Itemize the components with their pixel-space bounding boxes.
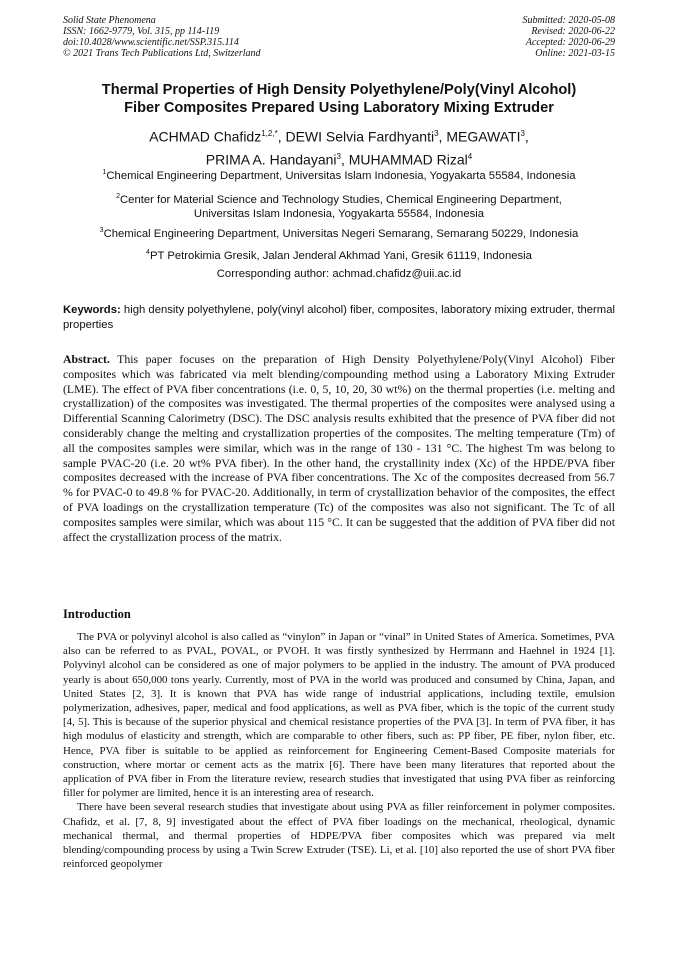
- author-4-affil: 3: [336, 151, 341, 161]
- journal-info: [63, 15, 261, 59]
- introduction-body: [63, 630, 615, 871]
- affiliation-4: $^4$PT Petrokimia Gresik, Jalan Jenderal Akhmad Yani, Gresik 61119, Indonesia: [146, 249, 532, 262]
- keywords-label: Keywords:: [63, 304, 121, 316]
- affiliation-2: $^2$Center for Material Science and Technology Studies, Chemical Engineering Department, Universitas Islam Indonesia, Yogyakarta 55584, Indonesia: [116, 193, 562, 221]
- author-3: MEGAWATI: [446, 128, 521, 145]
- keywords-text: high density polyethylene, poly(vinyl alcohol) fiber, composites, laboratory mixing extruder, thermal properties: [63, 304, 616, 331]
- title-line-1: Thermal Properties of High Density Polyethylene/Poly(Vinyl Alcohol): [101, 82, 577, 98]
- abstract-text: This paper focuses on the preparation of High Density Polyethylene/Poly(Vinyl Alcohol) Fiber composites which was fabricated via melt blending/compounding method using a Laboratory Mixing Extruder (LME). The effect of PVA fiber concentrations (i.e. 0, 5, 10, 20, 30 wt%) on the thermal properties (i.e. melting and crystallization) of the composites was investigated. The thermal properties of the composites were analysed using a Differential Scanning Calorimetry (DSC). The DSC analysis results exhibited that the presence of PVA fiber did not considerably change the melting and crystallization properties of the composites. The melting temperature (Tm) of all the composites samples were similar, which was in the range of 130 - 131 °C. The highest Tm was belong to sample PVAC-20 (i.e. 20 wt% PVA fiber). In the other hand, the crystallinity index (Xc) of the HPDE/PVA fiber composites decreased with the increase of PVA fiber concentrations. The Xc of the composites decreased from 56.7 % for PVAC-0 to 49.8 % for PVAC-20. Additionally, in term of crystallization behavior of the composites, the effect of PVA loadings on the crystallization temperature (Tc) of the composites was also not significant. The Tc of all composites samples were similar, which was about 115 °C. It can be suggested that the addition of PVA fiber did not affect the crystallization process of the matrix.: [63, 352, 615, 544]
- corresponding-author: Corresponding author: achmad.chafidz@uii.ac.id: [216, 268, 462, 280]
- title-line-2: Fiber Composites Prepared Using Laboratory Mixing Extruder: [124, 100, 554, 116]
- journal-name: Solid State Phenomena: [63, 15, 156, 26]
- author-3-affil: 3: [520, 129, 525, 138]
- introduction-heading: Introduction: [63, 607, 131, 621]
- author-1: ACHMAD Chafidz: [149, 128, 262, 145]
- paragraph: The PVA or polyvinyl alcohol is also called as “vinylon” in Japan or “vinal” in United States of America. Sometimes, PVA also can be referred to as PVAL, POVAL, or PVOH. It was firstly synthesized by Herrmann and Haehnel in 1924 [1]. Polyvinyl alcohol can be considered as one of major polymers to be applied in the industry. The amount of PVA produced yearly is about 650,000 tons yearly. Currently, most of PVA in the world was produced and consumed by China, Japan, and United States [2, 3]. It is known that PVA has wide range of industrial applications, including textile, emulsion polymerization, adhesives, paper, medical and food applications, as well as PVA fiber, which is the topic of the current study [4, 5]. This is because of the superior physical and chemical resistance properties of the PVA [3]. In term of PVA fiber, it has high modulus of elasticity and strength, which are comparable to other fibers, such as: PP fiber, PE fiber, nylon fiber, etc. Hence, PVA fiber is suitable to be applied as reinforcement for Engineering Cement-Based Composite materials for construction, where mortar or cement acts as the matrix [6]. There have been many literatures that reported about the application of PVA fiber in From the literature review, research studies that investigated that using PVA fiber as reinforcing filler for polymer are limited, hence it is an interesting area of research.: [63, 631, 615, 800]
- abstract: [63, 352, 615, 544]
- journal-issn: ISSN: 1662-9779, Vol. 315, pp 114-119: [63, 26, 220, 37]
- abstract-label: Abstract.: [63, 352, 110, 366]
- date-accepted: Accepted: 2020-06-29: [525, 37, 615, 48]
- date-revised: Revised: 2020-06-22: [531, 26, 615, 37]
- affiliation-3: $^3$Chemical Engineering Department, Universitas Negeri Semarang, Semarang 50229, Indonesia: [99, 227, 579, 240]
- submission-dates: [523, 15, 616, 59]
- paper-title: [63, 81, 615, 117]
- journal-doi: doi:10.4028/www.scientific.net/SSP.315.114: [63, 37, 239, 48]
- author-5: MUHAMMAD Rizal: [348, 151, 468, 168]
- keywords: [63, 303, 615, 332]
- author-2: DEWI Selvia Fardhyanti: [285, 128, 435, 145]
- journal-copyright: © 2021 Trans Tech Publications Ltd, Switzerland: [63, 48, 261, 59]
- author-list: ACHMAD Chafidz$^{1,2,*}$, DEWI Selvia Fardhyanti$^3$, MEGAWATI$^3$, PRIMA A. Handayani$^3$, MUHAMMAD Rizal$^4$: [149, 128, 529, 168]
- date-submitted: Submitted: 2020-05-08: [522, 15, 615, 26]
- affiliation-1: $^1$Chemical Engineering Department, Universitas Islam Indonesia, Yogyakarta 55584, Indonesia: [102, 169, 576, 182]
- date-online: Online: 2021-03-15: [535, 48, 615, 59]
- paragraph: There have been several research studies that investigate about using PVA as filler reinforcement in polymer composites. Chafidz, et al. [7, 8, 9] investigated about the effect of PVA fiber loadings on the mechanical, rheological, dynamic mechanical thermal, and thermal properties of HDPE/PVA fiber composites which was prepared via melt blending/compounding process by using a Twin Screw Extruder (TSE). Li, et al. [10] also reported the use of short PVA fiber reinforced geopolymer: [63, 801, 615, 871]
- author-4: PRIMA A. Handayani: [205, 151, 337, 168]
- author-2-affil: 3: [434, 129, 439, 138]
- author-5-affil: 4: [467, 151, 473, 161]
- author-1-affil: 1,2,*: [261, 129, 278, 138]
